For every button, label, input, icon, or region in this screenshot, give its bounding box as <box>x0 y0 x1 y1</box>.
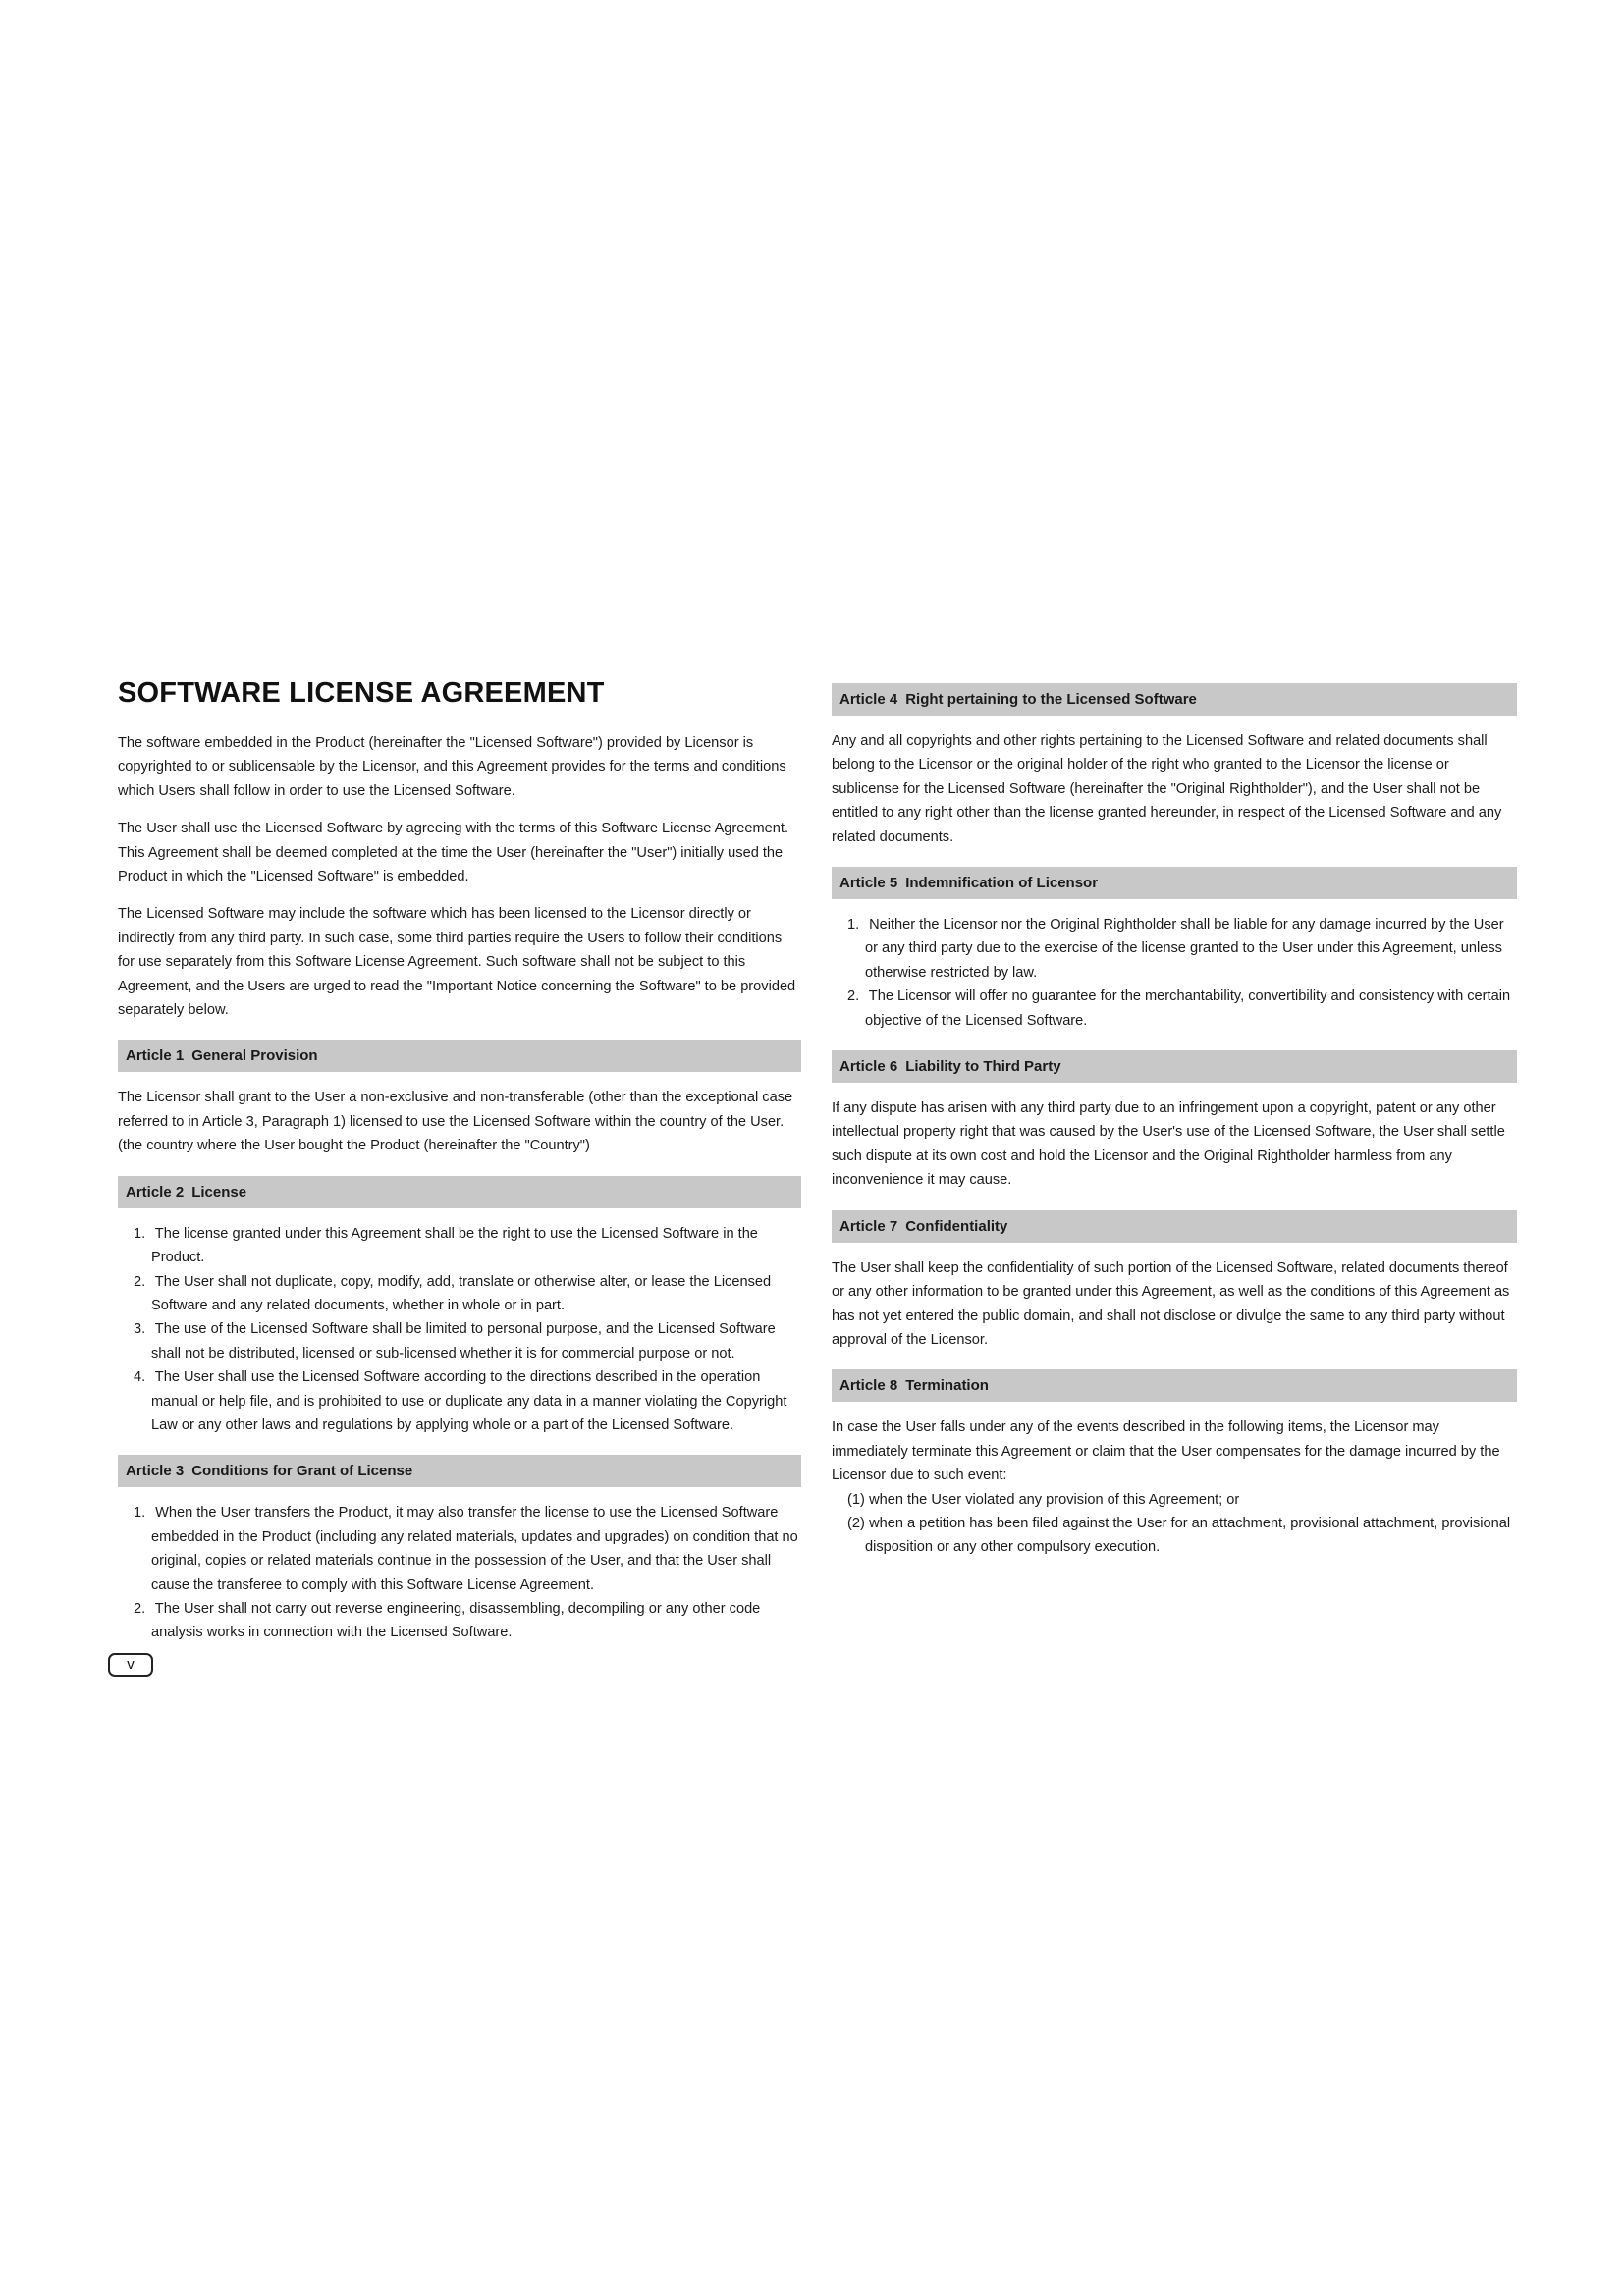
article-2-list <box>118 1222 801 1438</box>
article-3-heading <box>118 1455 801 1487</box>
article-title: Liability to Third Party <box>905 1058 1061 1076</box>
list-item-text: The use of the Licensed Software shall be limited to personal purpose, and the Licensed Software shall not be distributed, licensed or sub-licensed whether it is for commercial purpose or not. <box>151 1321 776 1362</box>
list-item-text: The license granted under this Agreement shall be the right to use the Licensed Software in the Product. <box>151 1225 758 1266</box>
intro-paragraph: The Licensed Software may include the software which has been licensed to the Licensor directly or indirectly from any third party. In such case, some third parties require the Users to follow their conditions for use separately from this Software License Agreement. Such software shall not be subject to this Agreement, and the Users are urged to read the "Important Notice concerning the Software" to be provided separately below. <box>118 906 796 1019</box>
list-marker: 3. <box>134 1321 146 1338</box>
article-title: Indemnification of Licensor <box>905 875 1099 892</box>
article-number: Article 1 <box>126 1047 185 1065</box>
list-marker: (2) <box>847 1515 865 1531</box>
article-number: Article 5 <box>839 875 898 892</box>
article-8-text: In case the User falls under any of the events described in the following items, the Licensor may immediately terminate this Agreement or claim that the User compensates for the damage incurred by the Licensor due to such event: <box>832 1419 1500 1484</box>
list-marker: 1. <box>847 917 860 934</box>
article-7-text: The User shall keep the confidentiality of such portion of the Licensed Software, related documents thereof or any other information to be granted under this Agreement, as well as the conditions of this Agreement as has not yet entered the public domain, and shall not disclose or divulge the same to any third party without approval of the Licensor. <box>832 1259 1510 1348</box>
article-6-text: If any dispute has arisen with any third party due to an infringement upon a copyright, patent or any other intellectual property right that was caused by the User's use of the Licensed Software, the User shall settle such dispute at its own cost and hold the Licensor and the Original Rightholder harmless from any inconvenience it may cause. <box>832 1100 1505 1189</box>
article-5-heading <box>832 867 1517 899</box>
intro-paragraph: The User shall use the Licensed Software by agreeing with the terms of this Software License Agreement. This Agreement shall be deemed completed at the time the User (hereinafter the "User") initially used the Product in which the "Licensed Software" is embedded. <box>118 821 789 885</box>
article-number: Article 2 <box>126 1183 185 1201</box>
article-number: Article 8 <box>839 1377 898 1395</box>
list-item <box>832 913 1517 985</box>
left-column <box>118 731 801 1659</box>
article-title: General Provision <box>191 1047 318 1065</box>
list-marker: (1) <box>847 1491 865 1508</box>
article-8-heading <box>832 1369 1517 1402</box>
list-marker: 1. <box>134 1225 146 1242</box>
article-number: Article 6 <box>839 1058 898 1076</box>
list-item <box>118 1597 801 1645</box>
right-column <box>832 683 1517 1574</box>
list-item <box>832 985 1517 1033</box>
article-4-text: Any and all copyrights and other rights pertaining to the Licensed Software and related documents shall belong to the Licensor or the original holder of the right who granted to the Licensor the license or sublicense for the Licensed Software (hereinafter the "Original Rightholder"), and the User shall not be entitled to any right other than the license granted hereunder, in respect of the Licensed Software and any related documents. <box>832 733 1502 845</box>
article-title: Confidentiality <box>905 1217 1008 1235</box>
article-8-list <box>832 1488 1517 1560</box>
article-6-heading <box>832 1050 1517 1083</box>
list-marker: 2. <box>134 1600 146 1617</box>
article-2-heading <box>118 1176 801 1208</box>
list-item-text: when a petition has been filed against the User for an attachment, provisional attachment, provisional disposition or any other compulsory execution. <box>865 1515 1511 1556</box>
list-item-text: Neither the Licensor nor the Original Rightholder shall be liable for any damage incurred by the User or any third party due to the exercise of the license granted to the User under this Agreement, unless otherwise restricted by law. <box>865 917 1504 981</box>
article-1-text: The Licensor shall grant to the User a non-exclusive and non-transferable (other than the exceptional case referred to in Article 3, Paragraph 1) licensed to use the Licensed Software within the country of the User. (the country where the User bought the Product (hereinafter the "Country") <box>118 1090 793 1154</box>
article-title: Conditions for Grant of License <box>191 1463 413 1480</box>
intro-paragraph: The software embedded in the Product (hereinafter the "Licensed Software") provided by Licensor is copyrighted to or sublicensable by the Licensor, and this Agreement provides for the terms and conditions which Users shall follow in order to use the Licensed Software. <box>118 735 786 799</box>
article-number: Article 3 <box>126 1463 185 1480</box>
list-marker: 4. <box>134 1369 146 1386</box>
article-title: License <box>191 1183 247 1201</box>
article-4-heading <box>832 683 1517 716</box>
article-1-heading <box>118 1040 801 1072</box>
list-item-text: The User shall use the Licensed Software according to the directions described in the operation manual or help file, and is prohibited to use or duplicate any data in a manner violating the Copyright Law or any other laws and regulations by applying whole or a part of the Licensed Software. <box>151 1369 787 1433</box>
list-marker: 2. <box>847 988 860 1005</box>
list-item-text: The User shall not duplicate, copy, modify, add, translate or otherwise alter, or lease the Licensed Software and any related documents, whether in whole or in part. <box>151 1273 772 1313</box>
list-item-text: The Licensor will offer no guarantee for the merchantability, convertibility and consistency with certain objective of the Licensed Software. <box>865 988 1511 1029</box>
article-title: Right pertaining to the Licensed Software <box>905 691 1197 708</box>
list-item-text: When the User transfers the Product, it may also transfer the license to use the Licensed Software embedded in the Product (including any related materials, updates and upgrades) on condition that no original, copies or related materials continue in the possession of the User, and that the User shall cause the transferee to comply with this Software License Agreement. <box>151 1505 798 1593</box>
list-marker: 2. <box>134 1273 146 1290</box>
article-title: Termination <box>905 1377 989 1395</box>
page-number: v <box>108 1653 153 1677</box>
article-number: Article 7 <box>839 1217 898 1235</box>
list-item <box>118 1501 801 1597</box>
list-item <box>118 1222 801 1270</box>
list-item <box>118 1270 801 1318</box>
list-item <box>832 1512 1517 1560</box>
page-title: SOFTWARE LICENSE AGREEMENT <box>118 677 605 709</box>
list-item-text: when the User violated any provision of this Agreement; or <box>869 1491 1240 1508</box>
list-item <box>118 1365 801 1437</box>
article-number: Article 4 <box>839 691 898 708</box>
list-item-text: The User shall not carry out reverse engineering, disassembling, decompiling or any other code analysis works in connection with the Licensed Software. <box>151 1600 761 1641</box>
list-marker: 1. <box>134 1505 146 1522</box>
article-7-heading <box>832 1210 1517 1243</box>
list-item <box>118 1317 801 1365</box>
list-item <box>832 1488 1517 1512</box>
article-3-list <box>118 1501 801 1644</box>
article-5-list <box>832 913 1517 1033</box>
